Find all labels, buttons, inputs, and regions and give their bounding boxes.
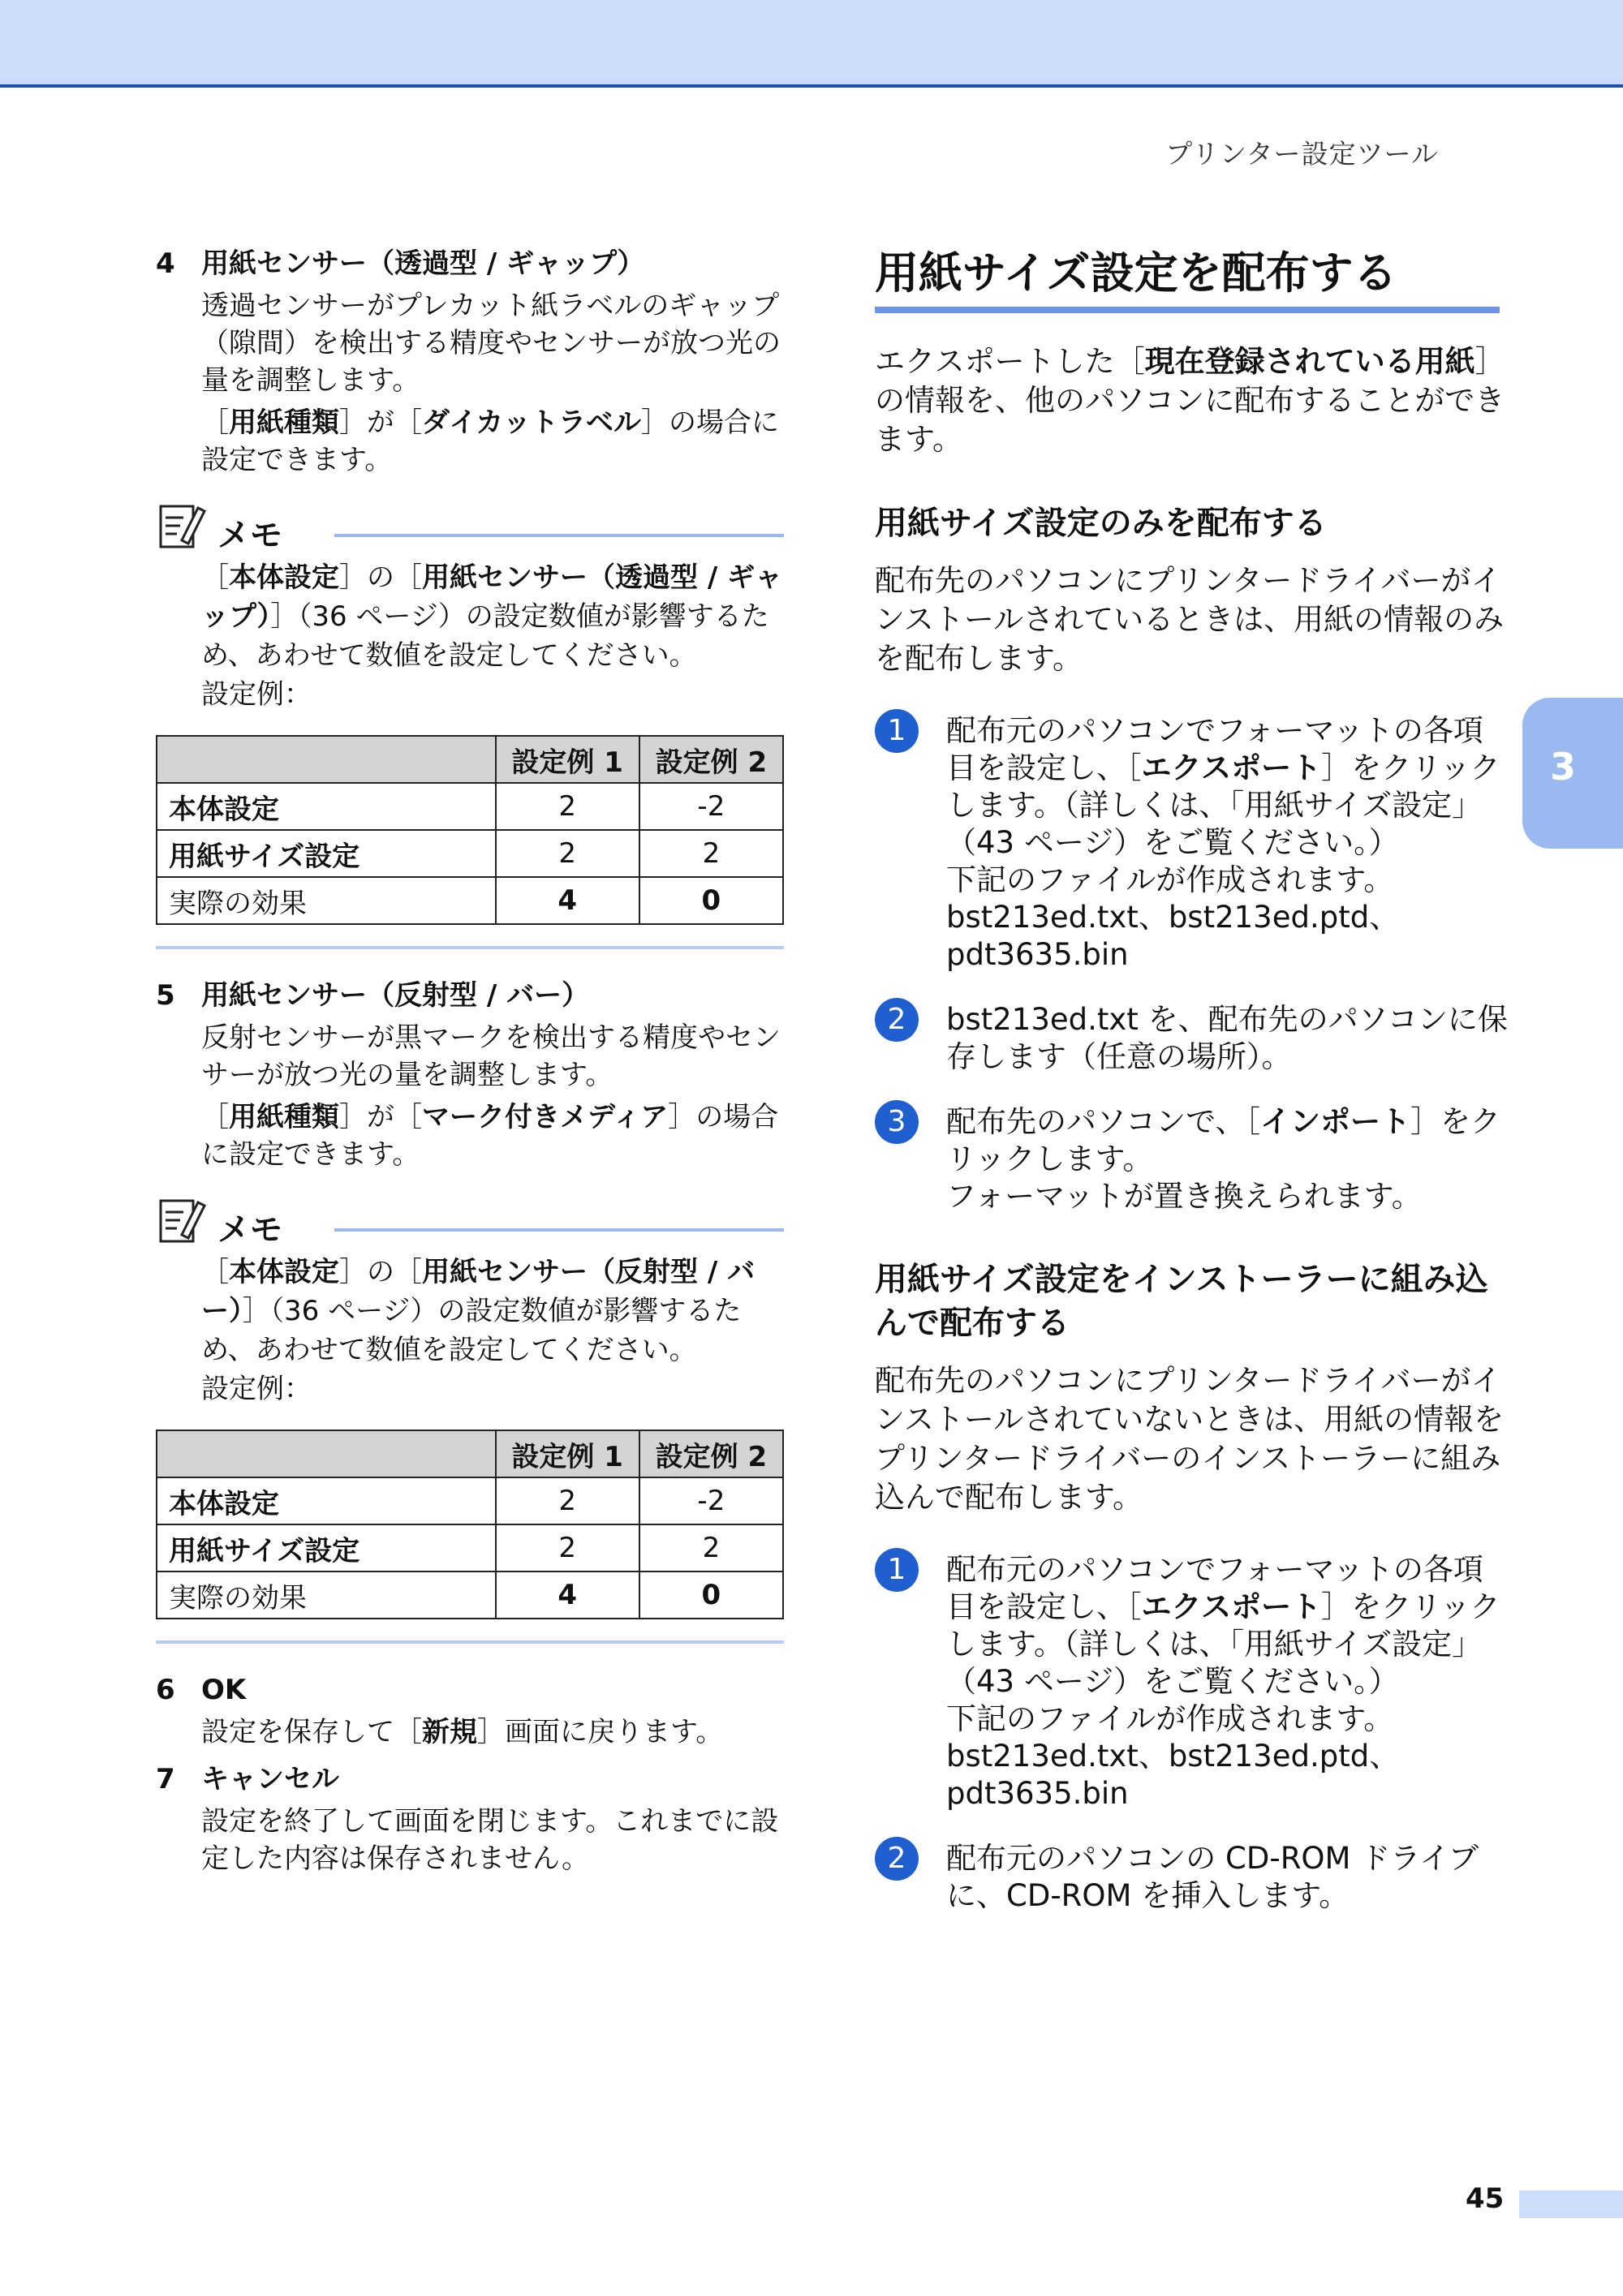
step	[875, 1001, 1508, 1076]
step-number-badge: 1	[875, 709, 919, 753]
memo-header-1	[156, 501, 784, 558]
table-cell: 2	[496, 1524, 639, 1572]
step-number-badge: 2	[875, 1837, 919, 1881]
table-header-cell: 設定例 2	[639, 1430, 783, 1477]
table-header-cell	[157, 1430, 496, 1477]
table-cell: 2	[496, 783, 639, 830]
step-number-badge: 3	[875, 1100, 919, 1144]
memo-header-2	[156, 1196, 784, 1253]
memo-1-example-label: 設定例：	[201, 678, 312, 711]
item-5-heading	[156, 977, 784, 1014]
subsection-2-text: 配布先のパソコンにプリンタードライバーがインストールされていないときは、用紙の情報をプリンタードライバーのインストーラーに組み込んで配布します。	[875, 1363, 1505, 1515]
right-column	[875, 245, 1508, 1915]
step-number-badge: 2	[875, 998, 919, 1042]
step-text: 配布元のパソコンでフォーマットの各項目を設定し、［エクスポート］をクリックします。（詳しくは、「用紙サイズ設定」（43 ページ）をご覧ください。） 下記のファイルが作成されます。 bst213ed.txt、bst213ed.ptd、pdt3635.bin	[946, 713, 1500, 972]
table-header-row	[157, 1430, 783, 1477]
table-row	[157, 783, 783, 830]
table-cell: -2	[639, 783, 783, 830]
step-text: 配布元のパソコンでフォーマットの各項目を設定し、［エクスポート］をクリックします。（詳しくは、「用紙サイズ設定」（43 ページ）をご覧ください。） 下記のファイルが作成されます。 bst213ed.txt、bst213ed.ptd、pdt3635.bin	[946, 1552, 1500, 1811]
step-text: 配布元のパソコンの CD-ROM ドライブに、CD-ROM を挿入します。	[946, 1841, 1479, 1913]
section-title-rule	[875, 307, 1500, 313]
table-cell: 2	[639, 830, 783, 877]
memo-title: メモ	[217, 1211, 282, 1249]
step-number-badge: 1	[875, 1548, 919, 1592]
table-cell: 4	[496, 1572, 639, 1619]
table-cell: 4	[496, 877, 639, 924]
table-header-cell	[157, 736, 496, 783]
section-separator	[156, 1640, 784, 1644]
item-7-heading	[156, 1761, 784, 1798]
top-rule	[0, 84, 1623, 88]
memo-2-example-label: 設定例：	[201, 1373, 312, 1405]
settings-table-2	[156, 1430, 784, 1619]
item-6-description: 設定を保存して［新規］画面に戻ります。	[201, 1716, 724, 1748]
item-7-description: 設定を終了して画面を閉じます。これまでに設定した内容は保存されません。	[201, 1805, 779, 1875]
section-intro: エクスポートした［現在登録されている用紙］の情報を、他のパソコンに配布することができます。	[875, 344, 1505, 457]
table-cell-label: 用紙サイズ設定	[157, 1524, 496, 1572]
step	[875, 712, 1508, 974]
subsection-1-text: 配布先のパソコンにプリンタードライバーがインストールされているときは、用紙の情報のみを配布します。	[875, 563, 1505, 676]
item-number: 4	[156, 247, 175, 280]
item-title: 用紙センサー（透過型 / ギャップ）	[201, 247, 645, 280]
item-5-condition: ［用紙種類］が［マーク付きメディア］の場合に設定できます。	[201, 1101, 779, 1171]
step-text: bst213ed.txt を、配布先のパソコンに保存します（任意の場所）。	[946, 1002, 1508, 1074]
step	[875, 1840, 1508, 1915]
table-header-cell: 設定例 1	[496, 1430, 639, 1477]
item-title: OK	[201, 1674, 247, 1706]
memo-1-text: ［本体設定］の［用紙センサー（透過型 / ギャップ）］（36 ページ）の設定数値が影響するため、あわせて数値を設定してください。	[201, 561, 783, 672]
item-title: キャンセル	[201, 1763, 339, 1795]
table-row	[157, 1524, 783, 1572]
page-number-bar	[1519, 2191, 1623, 2218]
chapter-tab	[1522, 698, 1623, 849]
step	[875, 1103, 1508, 1215]
table-cell: -2	[639, 1477, 783, 1524]
table-header-row	[157, 736, 783, 783]
table-cell-label: 本体設定	[157, 1477, 496, 1524]
step-text: 配布先のパソコンで、［インポート］をクリックします。 フォーマットが置き換えられます。	[946, 1104, 1501, 1214]
memo-pencil-icon	[157, 1196, 206, 1246]
memo-2-text: ［本体設定］の［用紙センサー（反射型 / バー）］（36 ページ）の設定数値が影響するため、あわせて数値を設定してください。	[201, 1256, 756, 1366]
item-number: 7	[156, 1763, 175, 1795]
memo-rule	[334, 1228, 784, 1232]
memo-title: メモ	[217, 517, 282, 554]
table-cell: 2	[639, 1524, 783, 1572]
page-number: 45	[1466, 2182, 1505, 2215]
table-cell: 2	[496, 830, 639, 877]
table-row	[157, 877, 783, 924]
item-4-description: 透過センサーがプレカット紙ラベルのギャップ（隙間）を検出する精度やセンサーが放つ光の量を調整します。	[201, 290, 781, 397]
table-row	[157, 830, 783, 877]
chapter-number: 3	[1550, 745, 1577, 789]
table-cell: 0	[639, 877, 783, 924]
memo-rule	[334, 534, 784, 537]
table-header-cell: 設定例 2	[639, 736, 783, 783]
item-4-condition: ［用紙種類］が［ダイカットラベル］の場合に設定できます。	[201, 406, 779, 476]
step	[875, 1551, 1508, 1812]
left-column	[156, 245, 784, 1877]
memo-pencil-icon	[157, 501, 206, 552]
running-header: プリンター設定ツール	[1165, 138, 1439, 170]
subsection-title-1: 用紙サイズ設定のみを配布する	[875, 505, 1327, 542]
section-title: 用紙サイズ設定を配布する	[875, 247, 1397, 299]
table-header-cell: 設定例 1	[496, 736, 639, 783]
settings-table-1	[156, 735, 784, 925]
table-cell: 0	[639, 1572, 783, 1619]
item-number: 5	[156, 979, 175, 1012]
table-cell-label: 実際の効果	[157, 1572, 496, 1619]
item-number: 6	[156, 1674, 175, 1706]
top-band	[0, 0, 1623, 84]
item-5-description: 反射センサーが黒マークを検出する精度やセンサーが放つ光の量を調整します。	[201, 1021, 781, 1091]
subsection-title-2: 用紙サイズ設定をインストーラーに組み込んで配布する	[875, 1261, 1488, 1342]
table-row	[157, 1572, 783, 1619]
section-separator	[156, 946, 784, 949]
item-6-heading	[156, 1671, 784, 1709]
table-cell-label: 実際の効果	[157, 877, 496, 924]
table-cell-label: 用紙サイズ設定	[157, 830, 496, 877]
table-cell-label: 本体設定	[157, 783, 496, 830]
item-4-heading	[156, 245, 784, 282]
item-title: 用紙センサー（反射型 / バー）	[201, 979, 590, 1012]
table-row	[157, 1477, 783, 1524]
table-cell: 2	[496, 1477, 639, 1524]
